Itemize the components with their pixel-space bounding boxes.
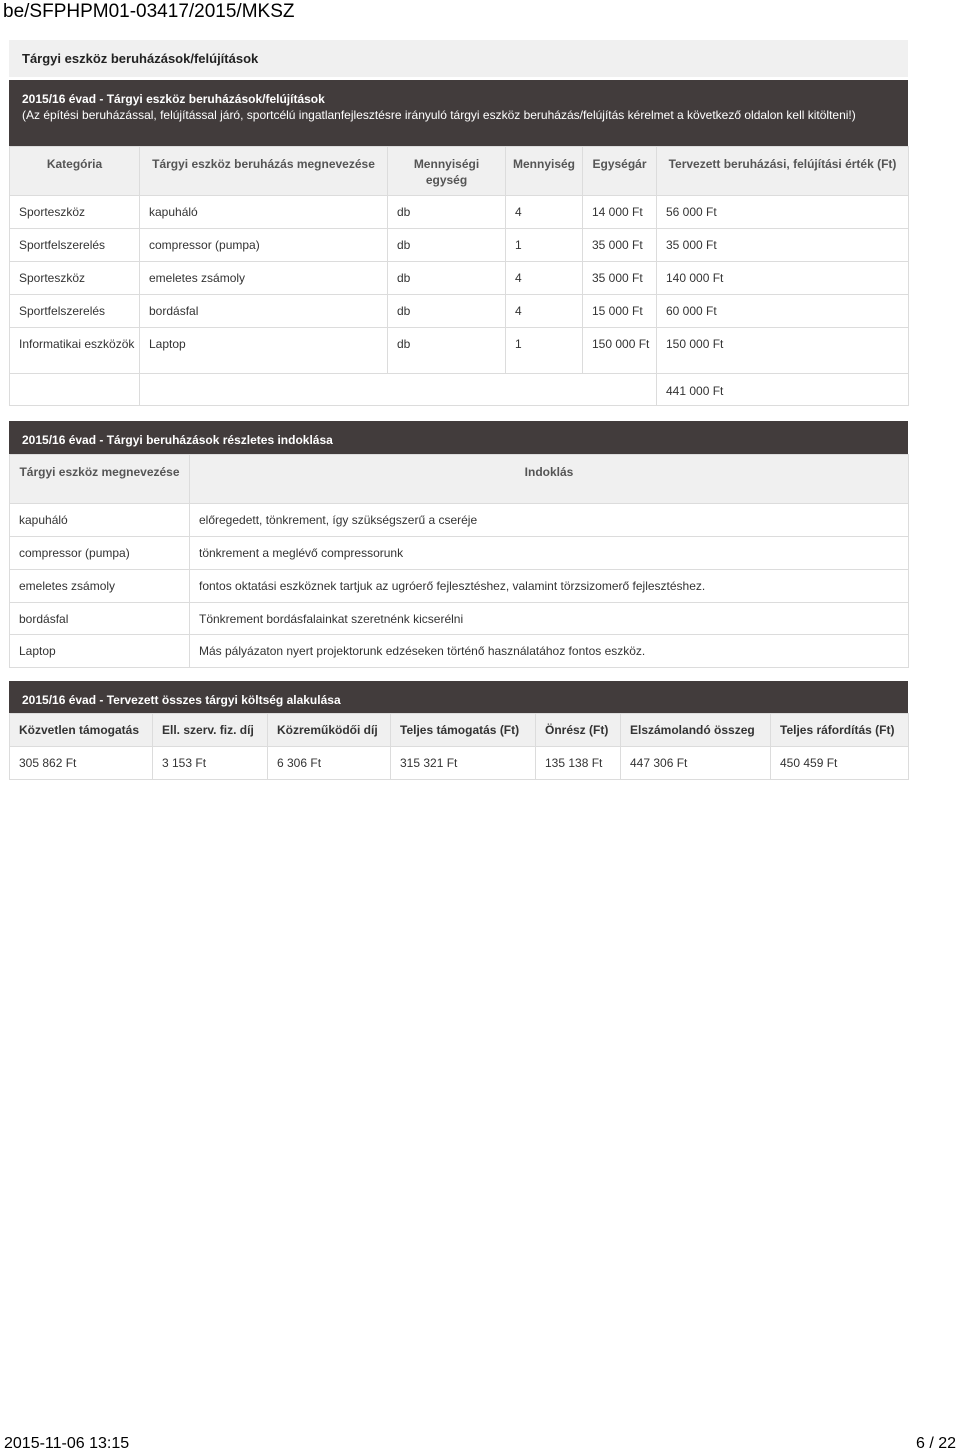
table-row xyxy=(10,262,909,295)
cell-justification: tönkrement a meglévő compressorunk xyxy=(190,537,909,570)
table-header-row xyxy=(10,714,909,747)
cell-quantity: 4 xyxy=(506,262,583,295)
cell-asset-name: emeletes zsámoly xyxy=(140,262,388,295)
cell-total-expenditure: 450 459 Ft xyxy=(771,747,909,780)
col-header-control-fee: Ell. szerv. fiz. díj xyxy=(153,714,268,747)
section1-header xyxy=(9,80,908,146)
cell-contributor-fee: 6 306 Ft xyxy=(268,747,391,780)
panel-title: Tárgyi eszköz beruházások/felújítások xyxy=(9,40,908,77)
cell-asset-name: emeletes zsámoly xyxy=(10,570,190,603)
cell-unit: db xyxy=(388,328,506,374)
cell-category: Sporteszköz xyxy=(10,196,140,229)
col-header-total-support: Teljes támogatás (Ft) xyxy=(391,714,536,747)
cell-unit: db xyxy=(388,262,506,295)
table-row xyxy=(10,603,909,635)
cell-empty xyxy=(10,374,140,406)
cell-category: Sportfelszerelés xyxy=(10,295,140,328)
cell-unit: db xyxy=(388,196,506,229)
table-row xyxy=(10,229,909,262)
cell-empty xyxy=(140,374,657,406)
table-row xyxy=(10,537,909,570)
cell-asset-name: compressor (pumpa) xyxy=(140,229,388,262)
cell-asset-name: bordásfal xyxy=(140,295,388,328)
cell-category: Informatikai eszközök xyxy=(10,328,140,374)
section1-subtitle: (Az építési beruházással, felújítással járó, sportcélú ingatlanfejlesztésre irányuló tárgyi eszköz beruházás/felújítás kérelmet a következő oldalon kell kitölteni!) xyxy=(22,108,856,122)
cell-asset-name: compressor (pumpa) xyxy=(10,537,190,570)
justification-table xyxy=(9,454,909,668)
cell-asset-name: bordásfal xyxy=(10,603,190,635)
cell-planned-value: 60 000 Ft xyxy=(657,295,909,328)
table-row xyxy=(10,328,909,374)
table-row xyxy=(10,196,909,229)
cell-direct-support: 305 862 Ft xyxy=(10,747,153,780)
cell-justification: előregedett, tönkrement, így szükségszerű a cseréje xyxy=(190,504,909,537)
col-header-quantity: Mennyiség xyxy=(506,147,583,196)
cell-justification: fontos oktatási eszköznek tartjuk az ugróerő fejlesztéshez, valamint törzsizomerő fejlesztéshez. xyxy=(190,570,909,603)
cell-asset-name: kapuháló xyxy=(10,504,190,537)
cell-total-support: 315 321 Ft xyxy=(391,747,536,780)
investment-table xyxy=(9,146,909,406)
col-header-unit: Mennyiségi egység xyxy=(388,147,506,196)
cell-quantity: 4 xyxy=(506,196,583,229)
col-header-contributor-fee: Közreműködői díj xyxy=(268,714,391,747)
cell-planned-value: 35 000 Ft xyxy=(657,229,909,262)
page-number: 6 / 22 xyxy=(915,1435,956,1452)
cell-unit-price: 35 000 Ft xyxy=(583,262,657,295)
col-header-settlement-amount: Elszámolandó összeg xyxy=(621,714,771,747)
total-row xyxy=(10,374,909,406)
cell-quantity: 4 xyxy=(506,295,583,328)
table-row xyxy=(10,295,909,328)
cell-planned-value: 56 000 Ft xyxy=(657,196,909,229)
cell-category: Sporteszköz xyxy=(10,262,140,295)
table-header-row xyxy=(10,147,909,196)
cell-own-contribution: 135 138 Ft xyxy=(536,747,621,780)
col-header-unit-price: Egységár xyxy=(583,147,657,196)
cell-unit-price: 35 000 Ft xyxy=(583,229,657,262)
cell-justification: Más pályázaton nyert projektorunk edzéseken történő használatához fontos eszköz. xyxy=(190,635,909,668)
cell-unit-price: 15 000 Ft xyxy=(583,295,657,328)
cell-control-fee: 3 153 Ft xyxy=(153,747,268,780)
section1-title: 2015/16 évad - Tárgyi eszköz beruházások/felújítások xyxy=(22,92,325,106)
cell-total-value: 441 000 Ft xyxy=(657,374,909,406)
cell-asset-name: kapuháló xyxy=(140,196,388,229)
cell-unit: db xyxy=(388,229,506,262)
cell-settlement-amount: 447 306 Ft xyxy=(621,747,771,780)
cell-unit: db xyxy=(388,295,506,328)
cell-quantity: 1 xyxy=(506,229,583,262)
cell-asset-name: Laptop xyxy=(140,328,388,374)
section2-header xyxy=(9,421,908,454)
table-row xyxy=(10,504,909,537)
col-header-category: Kategória xyxy=(10,147,140,196)
cell-unit-price: 14 000 Ft xyxy=(583,196,657,229)
col-header-asset-name: Tárgyi eszköz megnevezése xyxy=(10,455,190,504)
cell-quantity: 1 xyxy=(506,328,583,374)
table-header-row xyxy=(10,455,909,504)
cost-summary-table xyxy=(9,713,909,780)
section3-title: 2015/16 évad - Tervezett összes tárgyi költség alakulása xyxy=(22,693,341,707)
cell-justification: Tönkrement bordásfalainkat szeretnénk kicserélni xyxy=(190,603,909,635)
cell-asset-name: Laptop xyxy=(10,635,190,668)
col-header-justification: Indoklás xyxy=(190,455,909,504)
col-header-direct-support: Közvetlen támogatás xyxy=(10,714,153,747)
table-row xyxy=(10,570,909,603)
col-header-asset-name: Tárgyi eszköz beruházás megnevezése xyxy=(140,147,388,196)
col-header-total-expenditure: Teljes ráfordítás (Ft) xyxy=(771,714,909,747)
section2-title: 2015/16 évad - Tárgyi beruházások részletes indoklása xyxy=(22,433,333,447)
section3-header xyxy=(9,681,908,713)
table-row xyxy=(10,635,909,668)
footer-datetime: 2015-11-06 13:15 xyxy=(4,1435,130,1452)
cell-unit-price: 150 000 Ft xyxy=(583,328,657,374)
col-header-planned-value: Tervezett beruházási, felújítási érték (Ft) xyxy=(657,147,909,196)
document-id: be/SFPHPM01-03417/2015/MKSZ xyxy=(3,1,295,22)
cell-category: Sportfelszerelés xyxy=(10,229,140,262)
col-header-own-contribution: Önrész (Ft) xyxy=(536,714,621,747)
cell-planned-value: 140 000 Ft xyxy=(657,262,909,295)
cell-planned-value: 150 000 Ft xyxy=(657,328,909,374)
table-row xyxy=(10,747,909,780)
